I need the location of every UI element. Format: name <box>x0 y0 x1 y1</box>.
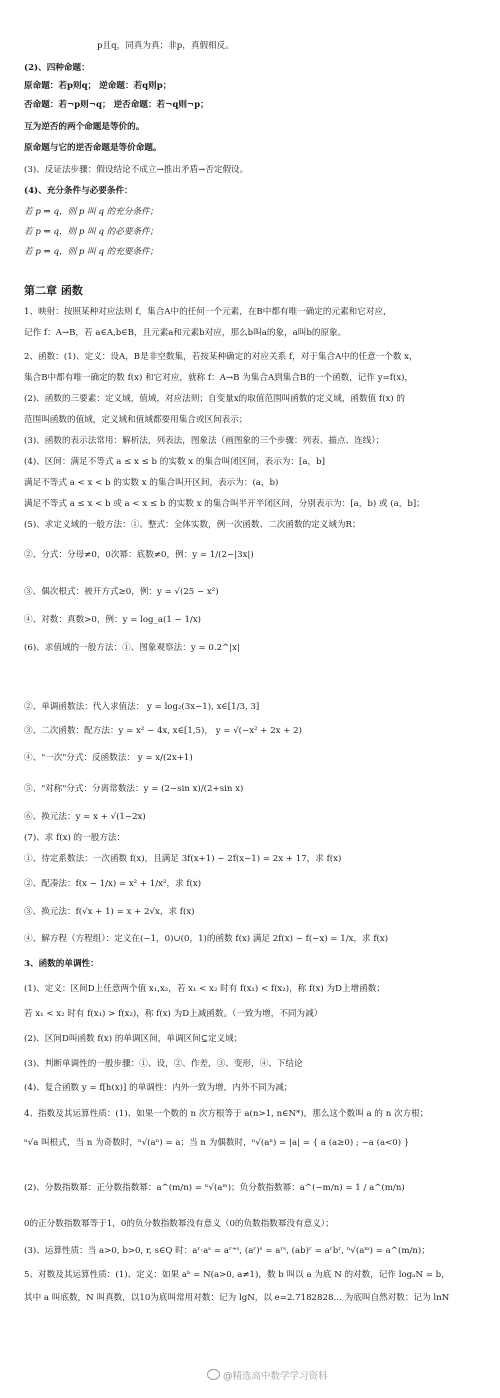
text-line: 互为逆否的两个命题是等价的。 <box>24 122 145 132</box>
text-line: ⑤、"对称"分式：分离常数法：y = (2−sin x)/(2+sin x) <box>24 784 244 794</box>
text-line: 满足不等式 a < x < b 的实数 x 的集合叫开区间，表示为：(a，b) <box>24 478 279 488</box>
text-line: 集合B中都有唯一确定的数 f(x) 和它对应，就称 f：A→B 为集合A到集合B的一个函数，记作 y=f(x)， <box>24 373 414 383</box>
text-line: ②、单调函数法：代入求值法： y = log₂(3x−1), x∈[1/3, 3] <box>24 702 260 712</box>
text-line: 1、映射：按照某种对应法则 f，集合A中的任何一个元素，在B中都有唯一确定的元素和它对应， <box>24 307 392 317</box>
text-line: 3、函数的单调性： <box>24 959 99 969</box>
text-line: ③、换元法：f(√x + 1) = x + 2√x，求 f(x) <box>24 907 195 917</box>
text-line: (3)、反证法步骤：假设结论不成立→推出矛盾→否定假设。 <box>24 165 249 175</box>
text-line: 原命题与它的逆否命题是等价命题。 <box>24 143 162 153</box>
text-line: ②、分式：分母≠0，0次幂：底数≠0，例：y = 1/(2−|3x|) <box>24 550 254 560</box>
text-line: 否命题：若¬p则¬q； 逆否命题：若¬q则¬p； <box>24 100 209 110</box>
text-line: ⑥、换元法：y = x + √(1−2x) <box>24 812 146 822</box>
text-line: (4)、充分条件与必要条件： <box>24 186 133 196</box>
text-line: (6)、求值域的一般方法：①、图象观察法：y = 0.2^|x| <box>24 643 240 653</box>
text-line: (2)、区间D叫函数 f(x) 的单调区间，单调区间⊆定义域； <box>24 1034 243 1044</box>
text-line: (3)、判断单调性的一般步骤：①、设，②、作差，③、变形，④、下结论 <box>24 1059 303 1069</box>
text-line: ④、解方程（方程组）：定义在(−1，0)∪(0，1)的函数 f(x) 满足 2f(x) − f(−x) = 1/x，求 f(x) <box>24 934 389 944</box>
text-line: 4、指数及其运算性质：(1)、如果一个数的 n 次方根等于 a(n>1, n∈N*)，那么这个数叫 a 的 n 次方根； <box>24 1109 429 1119</box>
text-line: (5)、求定义域的一般方法：①、整式：全体实数，例一次函数、二次函数的定义域为R； <box>24 520 361 530</box>
text-line: (3)、函数的表示法常用：解析法，列表法，图象法（画图象的三个步骤：列表、描点、连线）； <box>24 436 385 446</box>
text-line: 第二章 函数 <box>24 284 83 297</box>
text-line: (4)、复合函数 y = f[h(x)] 的单调性：内外一致为增，内外不同为减； <box>24 1083 293 1093</box>
text-line: (3)、运算性质：当 a>0, b>0, r, s∈Q 时：aʳ·aˢ = aʳ⁺ˢ, (aʳ)ˢ = aʳˢ, (ab)ʳ = aʳbʳ, ⁿ√(aᵐ) = a^(m/n)； <box>24 1246 430 1256</box>
text-line: 5、对数及其运算性质：(1)、定义：如果 aᵇ = N(a>0, a≠1)，数 b 叫以 a 为底 N 的对数，记作 logₐN = b， <box>24 1270 450 1280</box>
text-line: 原命题：若p则q； 逆命题：若q则p； <box>24 81 172 91</box>
text-line: ④、"一次"分式：反函数法： y = x/(2x+1) <box>24 753 193 763</box>
text-line: ③、二次函数：配方法：y = x² − 4x, x∈[1,5)， y = √(−x² + 2x + 2) <box>24 726 302 736</box>
text-line: 2、函数：(1)、定义：设A，B是非空数集，若按某种确定的对应关系 f，对于集合A中的任意一个数 x， <box>24 352 418 362</box>
text-line: ⁿ√a 叫根式，当 n 为奇数时，ⁿ√(aⁿ) = a；当 n 为偶数时，ⁿ√(aⁿ) = |a| = { a (a≥0) ; −a (a<0) } <box>24 1138 410 1148</box>
text-line: 范围叫函数的值域，定义域和值域都要用集合或区间表示； <box>24 415 248 425</box>
text-line: 记作 f：A→B，若 a∈A,b∈B，且元素a和元素b对应，那么b叫a的象，a叫b的原象。 <box>24 328 347 338</box>
weibo-logo-icon <box>207 1369 220 1380</box>
text-line: 0的正分数指数幂等于1，0的负分数指数幂没有意义（0的负数指数幂没有意义）； <box>24 1219 334 1229</box>
text-line: 若 p ⇐ q，则 p 叫 q 的必要条件； <box>24 227 159 237</box>
text-line: ④、对数：真数>0，例：y = log_a(1 − 1/x) <box>24 615 202 625</box>
text-line: (7)、求 f(x) 的一般方法： <box>24 833 126 843</box>
watermark-text: @精选高中数学学习资料 <box>223 1371 328 1382</box>
text-line: (2)、四种命题： <box>24 63 90 73</box>
text-line: ②、配凑法：f(x − 1/x) = x² + 1/x²，求 f(x) <box>24 879 202 889</box>
text-line: ①、待定系数法：一次函数 f(x)，且满足 3f(x+1) − 2f(x−1) = 2x + 17，求 f(x) <box>24 854 342 864</box>
text-line: (4)、区间：满足不等式 a ≤ x ≤ b 的实数 x 的集合叫闭区间，表示为：[a，b] <box>24 457 325 467</box>
text-line: (1)、定义：区间D上任意两个值 x₁,x₂，若 x₁ < x₂ 时有 f(x₁) < f(x₂)，称 f(x) 为D上增函数； <box>24 984 385 994</box>
text-line: 若 x₁ < x₂ 时有 f(x₁) > f(x₂)，称 f(x) 为D上减函数。（一致为增，不同为减） <box>24 1009 323 1019</box>
text-line: 若 p ⇒ q，则 p 叫 q 的充分条件； <box>24 207 159 217</box>
text-line: (2)、函数的三要素：定义域，值域，对应法则；自变量x的取值范围叫函数的定义域，函数值 f(x) 的 <box>24 394 405 404</box>
text-line: 若 p ⇔ q，则 p 叫 q 的充要条件； <box>24 247 159 257</box>
watermark <box>207 1369 328 1383</box>
text-line: ③、偶次根式：被开方式≥0，例：y = √(25 − x²) <box>24 587 219 597</box>
text-line: (2)、分数指数幂：正分数指数幂：a^(m/n) = ⁿ√(aᵐ)；负分数指数幂：a^(−m/n) = 1 / a^(m/n) <box>24 1183 405 1193</box>
text-line: 其中 a 叫底数，N 叫真数，以10为底叫常用对数：记为 lgN，以 e=2.7182828… 为底叫自然对数：记为 lnN <box>24 1293 450 1303</box>
text-line: p且q，同真为真；非p，真假相反。 <box>97 41 234 51</box>
text-line: 满足不等式 a ≤ x < b 或 a < x ≤ b 的实数 x 的集合叫半开半闭区间，分别表示为：[a，b) 或 (a，b]； <box>24 499 425 509</box>
